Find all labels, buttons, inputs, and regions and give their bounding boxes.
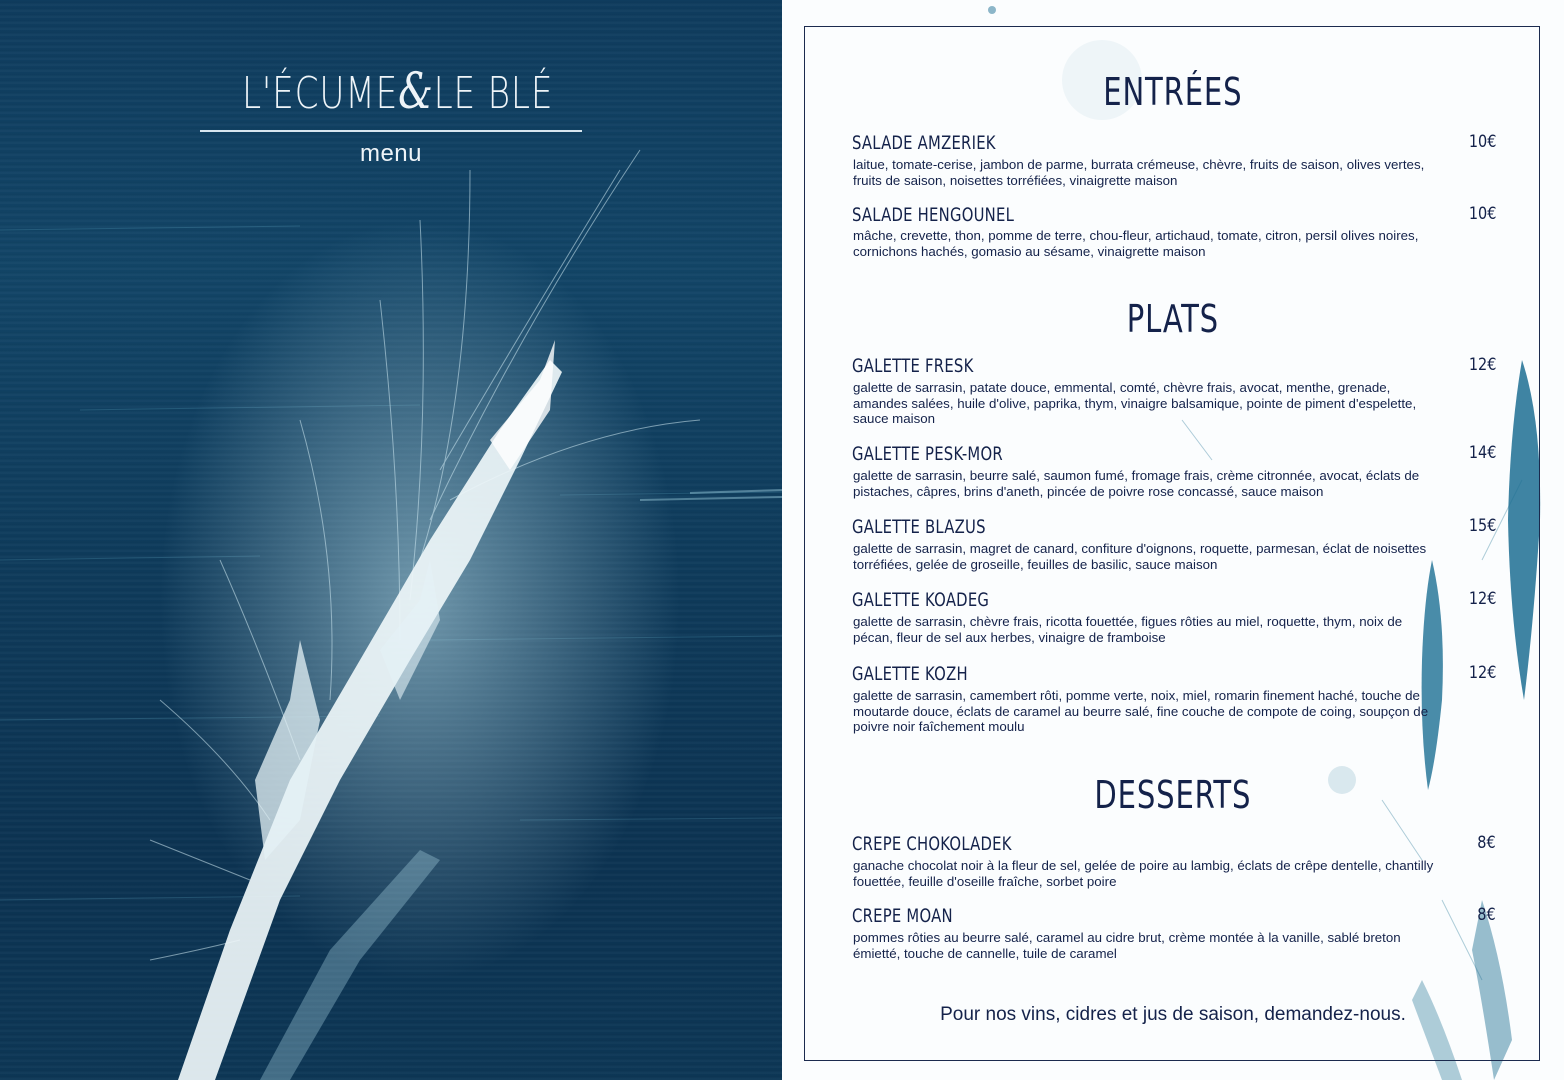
item-name: GALETTE PESK-MOR bbox=[852, 443, 1003, 465]
item-price: 12€ bbox=[1468, 589, 1496, 609]
brand-name-left: L'ÉCUME bbox=[242, 68, 399, 119]
footer-note: Pour nos vins, cidres et jus de saison, demandez-nous. bbox=[940, 1004, 1406, 1025]
brand-divider bbox=[200, 130, 582, 132]
section-title-entrees: ENTRÉES bbox=[1103, 70, 1243, 114]
brand-ampersand: & bbox=[398, 62, 434, 120]
item-price: 12€ bbox=[1468, 663, 1496, 683]
cover-subtitle: menu bbox=[359, 140, 423, 167]
item-name: GALETTE FRESK bbox=[852, 355, 974, 377]
item-price: 10€ bbox=[1468, 132, 1496, 152]
item-description: galette de sarrasin, beurre salé, saumon fumé, fromage frais, crème citronnée, avocat, éclats de pistaches, câpres, brins d'aneth, pincée de poivre rose concassé, sauce maison bbox=[853, 468, 1420, 499]
item-price: 14€ bbox=[1468, 443, 1496, 463]
item-description: laitue, tomate-cerise, jambon de parme, burrata crémeuse, chèvre, fruits de saison, olives vertes, fruits de saison, noisettes torréfiées, vinaigrette maison bbox=[853, 157, 1425, 188]
item-price: 10€ bbox=[1468, 204, 1496, 224]
item-description: galette de sarrasin, patate douce, emmental, comté, chèvre frais, avocat, menthe, grenade, amandes salées, huile d'olive, paprika, thym, vinaigre balsamique, pointe de piment d'espelette, sauce maison bbox=[853, 380, 1417, 427]
section-title-desserts: DESSERTS bbox=[1094, 773, 1252, 817]
item-name: GALETTE KOZH bbox=[852, 663, 968, 685]
item-price: 15€ bbox=[1468, 516, 1496, 536]
item-description: mâche, crevette, thon, pomme de terre, chou-fleur, artichaud, tomate, citron, persil olives noires, cornichons hachés, gomasio au sésame, vinaigrette maison bbox=[853, 228, 1419, 259]
brand-name-right: LE BLÉ bbox=[433, 68, 554, 119]
item-name: CREPE MOAN bbox=[852, 905, 953, 927]
item-name: SALADE HENGOUNEL bbox=[852, 204, 1015, 226]
item-name: CREPE CHOKOLADEK bbox=[852, 833, 1012, 855]
section-title-plats: PLATS bbox=[1126, 297, 1219, 341]
item-name: SALADE AMZERIEK bbox=[852, 132, 996, 154]
item-description: pommes rôties au beurre salé, caramel au cidre brut, crème montée à la vanille, sablé breton émietté, touche de cannelle, tuile de caramel bbox=[853, 930, 1401, 961]
item-description: galette de sarrasin, magret de canard, confiture d'oignons, roquette, parmesan, éclat de noisettes torréfiées, gelée de groseille, feuilles de basilic, sauce maison bbox=[853, 541, 1427, 572]
menu-page bbox=[782, 0, 1564, 1080]
item-name: GALETTE KOADEG bbox=[852, 589, 990, 611]
item-name: GALETTE BLAZUS bbox=[852, 516, 986, 538]
item-description: ganache chocolat noir à la fleur de sel, gelée de poire au lambig, éclats de crêpe dentelle, chantilly fouettée, feuille d'oseille fraîche, sorbet poire bbox=[853, 858, 1434, 889]
item-price: 8€ bbox=[1477, 905, 1496, 925]
item-description: galette de sarrasin, chèvre frais, ricotta fouettée, figues rôties au miel, roquette, thym, noix de pécan, fleur de sel aux herbes, vinaigre de framboise bbox=[853, 614, 1403, 645]
item-price: 8€ bbox=[1477, 833, 1496, 853]
item-price: 12€ bbox=[1468, 355, 1496, 375]
restaurant-logo bbox=[242, 62, 554, 120]
item-description: galette de sarrasin, camembert rôti, pomme verte, noix, miel, romarin finement haché, touche de moutarde douce, éclats de caramel au beurre salé, fine couche de compote de coing, soupçon de poivre noir faîchement moulu bbox=[853, 688, 1429, 735]
